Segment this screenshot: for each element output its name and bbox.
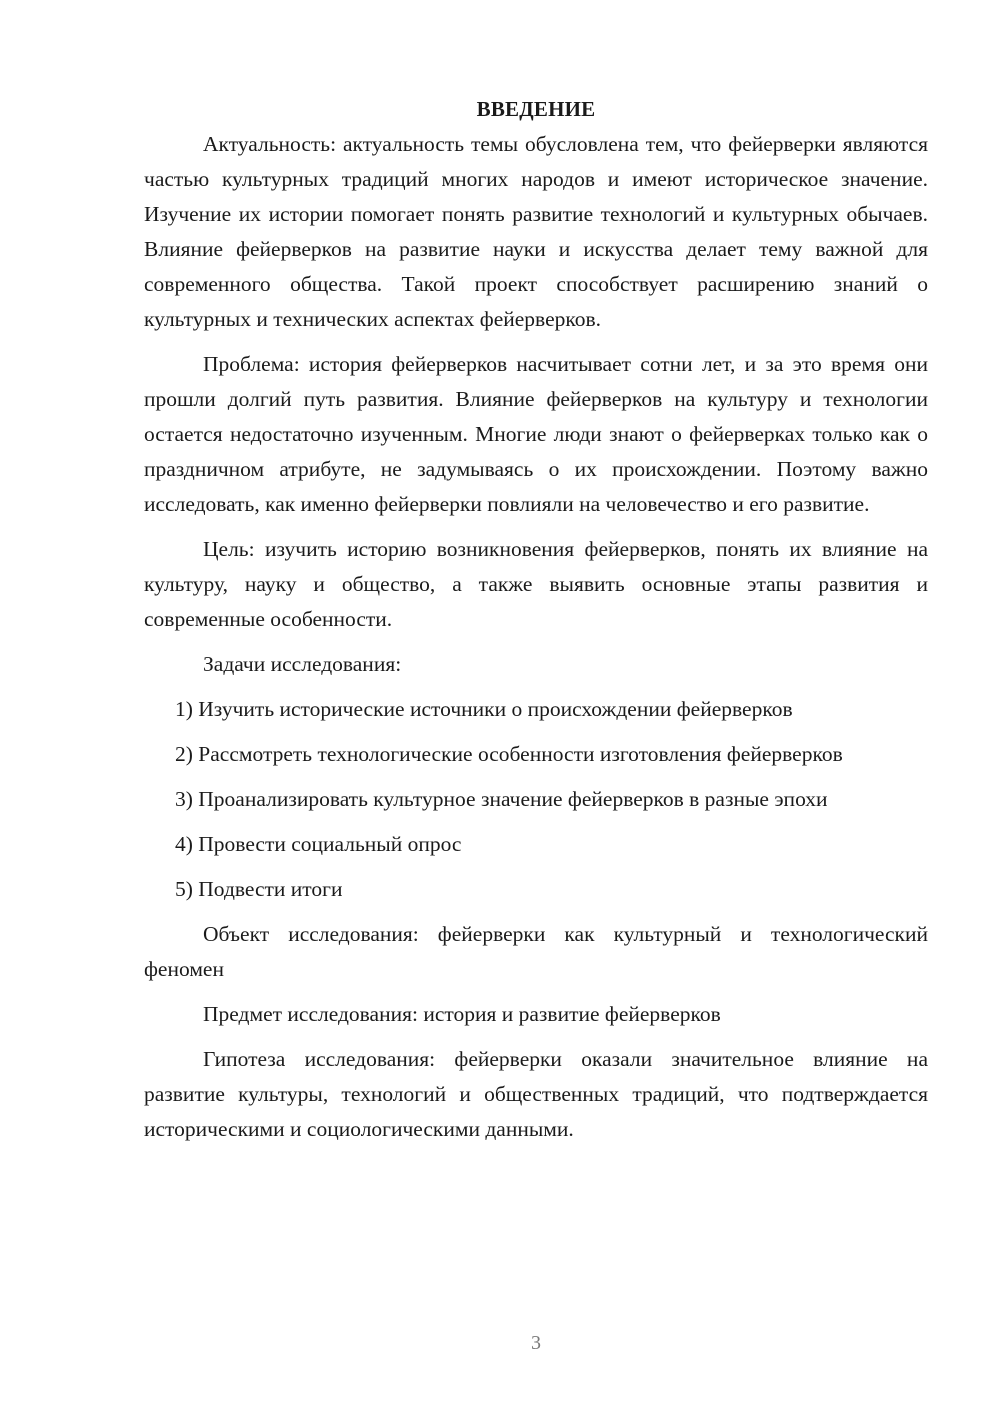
paragraph-problem: Проблема: история фейерверков насчитывает сотни лет, и за это время они прошли долгий путь развития. Влияние фейерверков на культуру и технологии остается недостаточно изученным. Многие люди знают о фейерверках только как о праздничном атрибуте, не задумываясь о их происхождении. Поэтому важно исследовать, как именно фейерверки повлияли на человечество и его развитие. (144, 352, 928, 516)
task-item: 2) Рассмотреть технологические особенности изготовления фейерверков (175, 742, 843, 766)
task-item: 5) Подвести итоги (175, 877, 343, 901)
task-item: 1) Изучить исторические источники о происхождении фейерверков (175, 697, 793, 721)
page-number: 3 (531, 1332, 541, 1354)
task-item: 3) Проанализировать культурное значение фейерверков в разные эпохи (175, 787, 828, 811)
paragraph-relevance: Актуальность: актуальность темы обусловлена тем, что фейерверки являются частью культурных традиций многих народов и имеют историческое значение. Изучение их истории помогает понять развитие технологий и культурных обычаев. Влияние фейерверков на развитие науки и искусства делает тему важной для современного общества. Такой проект способствует расширению знаний о культурных и технических аспектах фейерверков. (144, 132, 928, 331)
paragraph-subject: Предмет исследования: история и развитие фейерверков (203, 1002, 721, 1026)
paragraph-hypothesis: Гипотеза исследования: фейерверки оказали значительное влияние на развитие культуры, технологий и общественных традиций, что подтверждается историческими и социологическими данными. (144, 1047, 928, 1141)
task-item: 4) Провести социальный опрос (175, 832, 462, 856)
paragraph-object: Объект исследования: фейерверки как культурный и технологический феномен (144, 922, 928, 981)
section-title: ВВЕДЕНИЕ (476, 97, 596, 121)
document-page (144, 92, 928, 1157)
tasks-heading: Задачи исследования: (203, 652, 402, 676)
paragraph-goal: Цель: изучить историю возникновения фейерверков, понять их влияние на культуру, науку и общество, а также выявить основные этапы развития и современные особенности. (144, 537, 928, 631)
